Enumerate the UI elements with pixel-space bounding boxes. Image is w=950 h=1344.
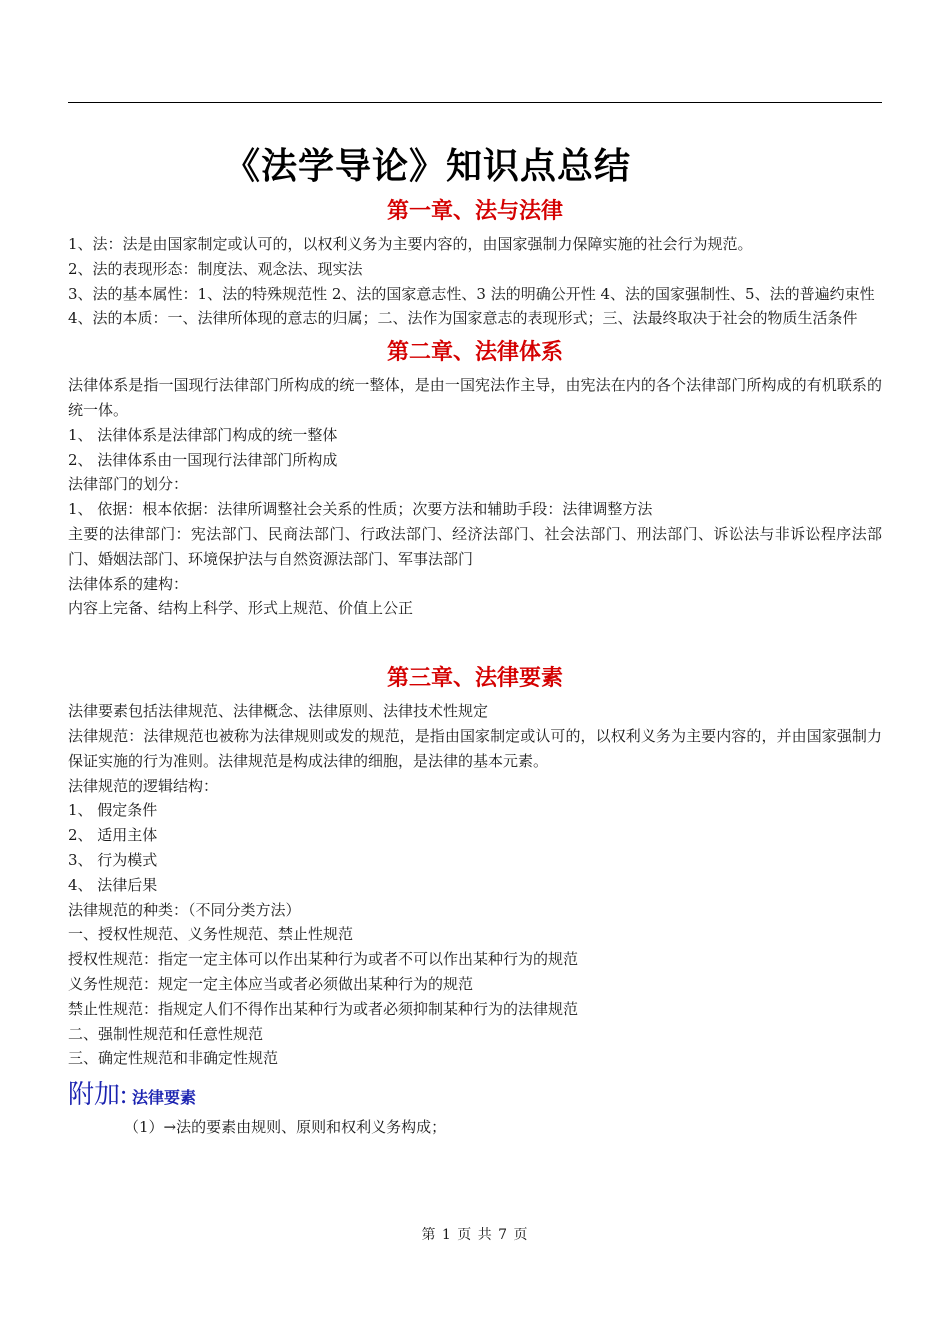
paragraph: 法律体系是指一国现行法律部门所构成的统一整体，是由一国宪法作主导，由宪法在内的各个法律部门所构成的有机联系的统一体。 — [68, 376, 882, 419]
paragraph: 3、法的基本属性：1、法的特殊规范性 2、法的国家意志性、3 法的明确公开性 4、法的国家强制性、5、法的普遍约束性 — [68, 284, 875, 303]
paragraph: 法律规范的种类：（不同分类方法） — [68, 900, 301, 919]
paragraph: 授权性规范：指定一定主体可以作出某种行为或者不可以作出某种行为的规范 — [68, 950, 579, 969]
appendix-heading — [68, 1079, 882, 1115]
page-footer: 第 1 页 共 7 页 — [421, 1227, 529, 1243]
paragraph: 三、确定性规范和非确定性规范 — [68, 1049, 279, 1068]
paragraph: 义务性规范：规定一定主体应当或者必须做出某种行为的规范 — [68, 974, 474, 993]
paragraph: 法律要素包括法律规范、法律概念、法律原则、法律技术性规定 — [68, 702, 489, 721]
chapter-1-heading: 第一章、法与法律 — [386, 198, 563, 224]
list-item: 2、 适用主体 — [68, 826, 158, 845]
paragraph: 2、法的表现形态：制度法、观念法、现实法 — [68, 259, 363, 278]
paragraph: 主要的法律部门：宪法部门、民商法部门、行政法部门、经济法部门、社会法部门、刑法部门、诉讼法与非诉讼程序法部门、婚姻法部门、环境保护法与自然资源法部门、军事法部门 — [68, 524, 882, 568]
chapter-1-body — [68, 232, 882, 331]
chapter-3-heading: 第三章、法律要素 — [386, 665, 563, 692]
paragraph: 法律规范：法律规范也被称为法律规则或发的规范，是指由国家制定或认可的，以权利义务为主要内容的，并由国家强制力保证实施的行为准则。法律规范是构成法律的细胞，是法律的基本元素。 — [68, 726, 882, 770]
document-body — [68, 196, 882, 1140]
document-title: 《法学导论》知识点总结 — [223, 145, 631, 187]
list-item: 3、 行为模式 — [68, 850, 158, 869]
paragraph: 4、法的本质：一、法律所体现的意志的归属；二、法作为国家意志的表现形式；三、法最终取决于社会的物质生活条件 — [68, 309, 858, 328]
list-item: 2、 法律体系由一国现行法律部门所构成 — [68, 450, 338, 469]
list-item: 1、 依据：根本依据：法律所调整社会关系的性质；次要方法和辅助手段：法律调整方法 — [68, 500, 653, 519]
chapter-2-body — [68, 373, 882, 621]
paragraph: 法律部门的划分： — [68, 475, 189, 494]
appendix-item: （1）→法的要素由规则、原则和权利义务构成； — [124, 1118, 447, 1137]
header-rule — [68, 102, 882, 103]
list-item: 1、 假定条件 — [68, 801, 158, 820]
paragraph: 法律规范的逻辑结构： — [68, 776, 219, 795]
paragraph: 内容上完备、结构上科学、形式上规范、价值上公正 — [68, 599, 414, 618]
paragraph: 禁止性规范：指规定人们不得作出某种行为或者必须抑制某种行为的法律规范 — [68, 999, 579, 1018]
chapter-2-heading: 第二章、法律体系 — [386, 339, 563, 366]
appendix-title: 法律要素 — [132, 1090, 197, 1108]
paragraph: 1、法：法是由国家制定或认可的，以权利义务为主要内容的，由国家强制力保障实施的社会行为规范。 — [68, 235, 753, 253]
chapter-3-body — [68, 699, 882, 1071]
paragraph: 一、授权性规范、义务性规范、禁止性规范 — [68, 925, 354, 944]
paragraph: 法律体系的建构： — [68, 574, 189, 593]
list-item: 1、 法律体系是法律部门构成的统一整体 — [68, 425, 338, 444]
list-item: 4、 法律后果 — [68, 875, 158, 894]
paragraph: 二、强制性规范和任意性规范 — [68, 1024, 264, 1043]
appendix-label: 附加: — [68, 1080, 128, 1110]
